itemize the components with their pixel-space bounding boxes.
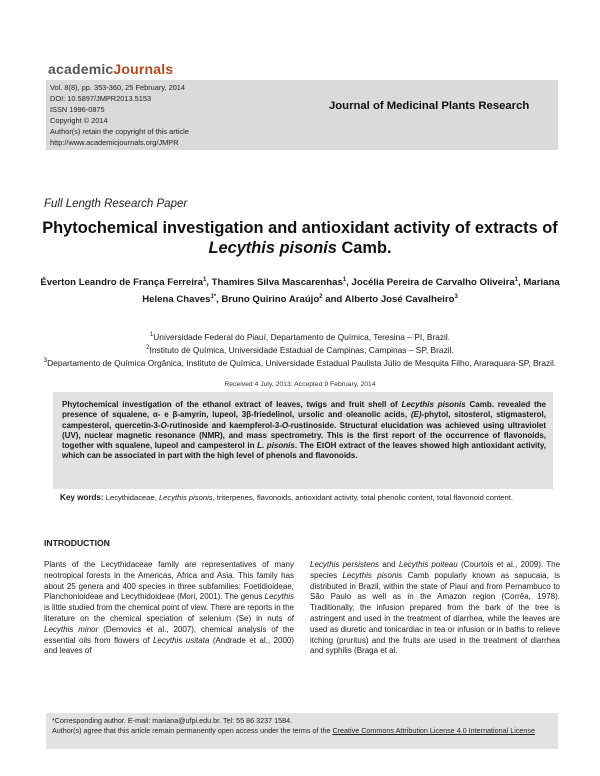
- logo-prefix: academic: [48, 61, 114, 77]
- meta-volume: Vol. 8(8), pp. 353-360, 25 February, 2014: [50, 83, 186, 92]
- text-italic: Lecythis: [264, 592, 294, 602]
- abstract-run: . The EtOH extract of the leaves showed high antioxidant activity, which can be associated in part with the high level of phenols and flavonoids.: [62, 441, 546, 461]
- author: Jocélia Pereira de Carvalho Oliveira: [351, 277, 515, 289]
- affiliation-list: [40, 330, 560, 368]
- affiliation: [40, 330, 560, 343]
- author-affiliation-mark: 1: [202, 277, 207, 283]
- author-separator: ,: [346, 277, 352, 289]
- journal-title: Journal of Medicinal Plants Research: [329, 100, 530, 112]
- author: Alberto José Cavalheiro: [344, 294, 455, 306]
- abstract-text: [62, 400, 546, 462]
- keywords-run: Lecythidaceae,: [103, 493, 159, 502]
- received-dates: Received 4 July, 2013; Accepted 9 February, 2014: [224, 381, 376, 388]
- keywords: [60, 493, 550, 504]
- keywords-italic: Lecythis pisonis: [158, 493, 213, 502]
- footnote-box: [46, 713, 558, 749]
- author: Thamires Silva Mascarenhas: [211, 277, 343, 289]
- meta-url[interactable]: http://www.academicjournals.org/JMPR: [50, 138, 179, 147]
- author-separator: ,: [206, 277, 212, 289]
- meta-issn: ISSN 1996-0875: [50, 105, 105, 114]
- author-list: [40, 273, 560, 307]
- abstract-box: [53, 392, 553, 489]
- abstract-italic: O: [160, 420, 167, 430]
- text-italic: Lecythis usitata: [152, 635, 210, 645]
- keywords-label: Key words:: [60, 493, 104, 502]
- author-affiliation-mark: 2: [319, 294, 323, 301]
- abstract-run: -phytol, sitosterol, stigmasterol, campesterol, quercetin-3-: [62, 410, 546, 430]
- keywords-run: , triterpenes, flavonoids, antioxidant activity, total phenolic content, total flavonoid content.: [212, 493, 513, 502]
- intro-right-column: [310, 560, 560, 657]
- text-run: (Courtois et al., 2009). The species: [310, 560, 561, 580]
- license-text: Author(s) agree that this article remain permanently open access under the terms of the: [52, 726, 333, 736]
- text-run: (Dernovics et al., 2007), chemical analysis of the essential oils from flowers of: [44, 624, 294, 645]
- license-note: [52, 726, 552, 736]
- affiliation-mark: 3: [43, 357, 48, 364]
- author-affiliation-mark: 1: [514, 277, 519, 283]
- text-italic: Lecythis poiteau: [398, 560, 458, 569]
- abstract-italic: Lecythis pisonis: [401, 400, 466, 409]
- abstract-run: -rustinoside. Structural elucidation was achieved using ultraviolet (UV), nuclear magnetic resonance (NMR), and mass spectrometry. This is the first report of the occurrence of flavonoids, together with squalene, lupeol and campesterol in: [62, 420, 546, 451]
- section-heading: INTRODUCTION: [44, 538, 110, 548]
- text-run: (Andrade et al., 2000) and leaves of: [44, 635, 295, 656]
- title-part: Camb.: [336, 239, 392, 257]
- author-affiliation-mark: 1*: [210, 294, 217, 301]
- author: Bruno Quirino Araújo: [221, 294, 320, 306]
- text-italic: Lecythis pisonis: [342, 570, 403, 580]
- affiliation-mark: 1: [149, 332, 154, 338]
- title-part: Phytochemical investigation and antioxidant activity of extracts of: [42, 219, 558, 237]
- author-separator: ,: [518, 277, 524, 289]
- abstract-run: Camb. revealed the presence of squalene, α- e β-amyrin, lupeol, 3β-friedelinol, ursolic and oleanolic acids,: [62, 400, 546, 420]
- affiliation: [40, 356, 560, 369]
- author-affiliation-mark: 1: [342, 277, 347, 283]
- affiliation: [40, 343, 560, 356]
- affiliation-text: Universidade Federal do Piauí, Departamento de Química, Teresina – PI, Brazil.: [153, 331, 451, 342]
- intro-left-column: [44, 560, 294, 657]
- affiliation-text: Departamento de Química Orgânica, Instituto de Química, Universidade Estadual Paulista Júlio de Mesquita Filho, Araraquara-SP, Brazil.: [47, 357, 557, 368]
- author-separator: and: [322, 294, 345, 306]
- corresponding-author: *Corresponding author. E-mail: mariana@ufpi.edu.br. Tel: 55 86 3237 1584.: [52, 716, 293, 725]
- footnote-text: [52, 716, 552, 736]
- journal-header: [46, 80, 558, 150]
- text-run: Camb popularly known as sapucaia, is distributed in Brazil, within the state of Piauí and from Pernambuco to São Paulo as well as in the Amazon region (Corrêa, 1978). Traditionally, the infusion prepared from the bark of the tree is astringent and used in the treatment of diarrhea, while the leaves are used as diuretic and tonicardiac in tea or infusion or in baths to relieve itching (pruritus) and the fruits are used in the treatment of diarrhea and syphilis (Braga et al.: [310, 570, 560, 656]
- affiliation-mark: 2: [146, 344, 150, 351]
- license-link[interactable]: Creative Commons Attribution License 4.0 International License: [332, 726, 536, 736]
- author: Mariana Helena Chaves: [142, 277, 560, 306]
- text-italic: Lecythis persistens: [310, 560, 380, 569]
- meta-doi: DOI: 10.5897/JMPR2013.5153: [50, 94, 152, 103]
- title-species: Lecythis pisonis: [208, 239, 337, 257]
- abstract-italic: (E): [410, 410, 422, 420]
- author-separator: ,: [216, 294, 222, 306]
- logo-suffix: Journals: [113, 61, 174, 77]
- paper-title: [30, 218, 570, 258]
- abstract-run: Phytochemical investigation of the ethanol extract of leaves, twigs and fruit shell of: [62, 400, 402, 409]
- text-run: Plants of the Lecythidaceae family are representatives of many neotropical forests in the Americas, Africa and Asia. This family has about 25 genera and 400 species in three subfamilies: Foetidioideae, Planchonioideae and Lecythidoideae (Mori, 2001). The genus: [44, 560, 294, 602]
- meta-retain: Author(s) retain the copyright of this article: [50, 127, 189, 136]
- abstract-italic: L. pisonis: [257, 441, 295, 451]
- abstract-run: -rutinoside and kaempferol-3-: [166, 420, 282, 430]
- paper-type: Full Length Research Paper: [44, 198, 188, 210]
- text-run: is little studied from the chemical point of view. There are reports in the literature on the chemical speciation of selenium (Se) in nuts of: [44, 603, 294, 623]
- publisher-logo: [48, 61, 173, 77]
- abstract-italic: O: [281, 420, 289, 430]
- meta-copyright: Copyright © 2014: [50, 116, 108, 125]
- author: Éverton Leandro de França Ferreira: [40, 277, 203, 289]
- text-run: and: [379, 560, 399, 569]
- author-affiliation-mark: 3: [454, 294, 458, 301]
- affiliation-text: Instituto de Química, Universidade Estadual de Campinas, Campinas – SP, Brazil.: [149, 344, 454, 355]
- article-metadata: [50, 82, 189, 148]
- text-italic: Lecythis minor: [44, 624, 99, 634]
